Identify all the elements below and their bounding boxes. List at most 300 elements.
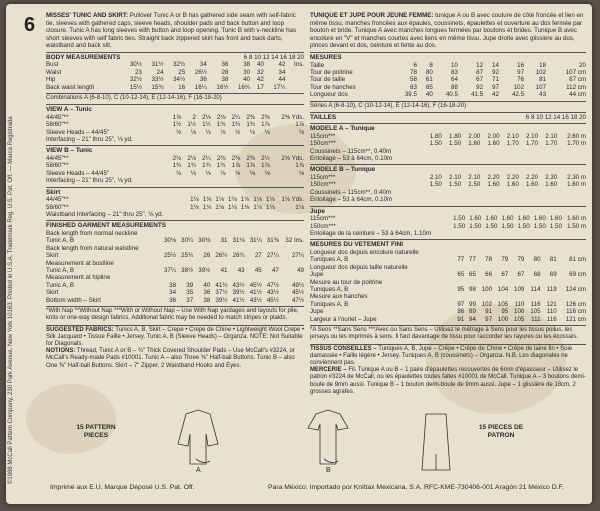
table-row bbox=[46, 76, 304, 83]
row-label: 150cm*** bbox=[310, 140, 336, 148]
paper-stain bbox=[26, 384, 116, 454]
cell-value: 86 bbox=[457, 308, 465, 316]
cell-value: 2.00 bbox=[468, 132, 481, 140]
cell-value: 30⅜ bbox=[198, 237, 211, 245]
table-row bbox=[310, 76, 586, 83]
cell-value: 1⅞ bbox=[261, 121, 270, 129]
table-row bbox=[46, 245, 304, 252]
row-label: 115cm*** bbox=[310, 174, 336, 182]
cell-value: ⅛ bbox=[220, 169, 226, 177]
cell-value: 1.50 bbox=[517, 222, 530, 230]
mercerie bbox=[310, 367, 586, 396]
cell-value: 1.70 bbox=[506, 140, 519, 148]
cell-value: 78 bbox=[485, 256, 493, 264]
table-row bbox=[46, 196, 304, 203]
cell-value: 15¾ bbox=[151, 83, 164, 91]
cell-value: 42.5 bbox=[511, 91, 525, 99]
size-header: 6 8 10 12 14 16 18 20 bbox=[243, 53, 304, 61]
cell-value: 34½ bbox=[173, 76, 186, 84]
cell-value: 26¾ bbox=[232, 252, 245, 260]
cell-value: 41 bbox=[220, 267, 228, 275]
tunic-a-tie bbox=[196, 459, 210, 463]
tissus-title: TISSUS CONSEILLES – bbox=[310, 345, 377, 352]
row-label: Tunic A, B bbox=[46, 281, 74, 289]
cell-value: 42 bbox=[278, 61, 286, 69]
row-label: Tunic A, B bbox=[46, 267, 74, 275]
cell-value: 2.30 m bbox=[567, 174, 586, 182]
table-row bbox=[310, 308, 586, 315]
cell-value: ⅛ bbox=[190, 169, 196, 177]
cell-value: 38 bbox=[221, 76, 229, 84]
table-row bbox=[46, 69, 304, 76]
row-label: Skirt bbox=[46, 289, 59, 297]
cell-value: 71 bbox=[492, 76, 499, 84]
cell-unit: Ins. bbox=[294, 61, 304, 69]
body-measurements-title: BODY MEASUREMENTS bbox=[46, 53, 121, 61]
row-label: Measurement at bustline bbox=[46, 259, 114, 267]
cell-value: ⅛ bbox=[235, 128, 241, 136]
fabrics-text: Tunics A, B, Skirt – Crepe • Crepe de Chine • Lightweight Wool Crepe • Silk Jacquard • Tissue Faille • Jersey. Tunic A, B (Sleeve Heads) – Organza. NOTE: Not Suitable for Diagonals. bbox=[46, 326, 304, 347]
cell-value: ⅛ bbox=[298, 128, 304, 136]
row-label: Longueur dos depuis encolure naturelle bbox=[310, 249, 419, 257]
cell-value: 30½ bbox=[129, 61, 142, 69]
cell-value: 80 bbox=[425, 68, 433, 76]
cell-value: 39½ bbox=[198, 267, 211, 275]
cell-value: 1⅛ bbox=[295, 203, 304, 211]
cell-value: 116 cm bbox=[566, 308, 586, 316]
figure-label-b: B bbox=[326, 467, 331, 474]
tunic-a-drawing bbox=[178, 410, 218, 464]
cell-value: ⅛ bbox=[264, 128, 270, 136]
table-row bbox=[310, 271, 586, 278]
tissus-text: Tuniques A, B, Jupe – Crêpe • Crêpe de Chine • Crêpe de laine fin • Soie damassée • Faille légère • Jersey. Tuniques A, B (coussinets) – Organza. N.B. Les diagonales ne conviennent pas. bbox=[310, 345, 573, 366]
row-label: Mesure aux hanches bbox=[310, 293, 368, 301]
cell-value: 10 bbox=[451, 61, 458, 69]
cell-value: 47½ bbox=[291, 296, 304, 304]
table-row bbox=[46, 237, 304, 244]
cell-value: 88 bbox=[451, 83, 458, 91]
english-title: MISSES' TUNIC AND SKIRT: bbox=[46, 12, 129, 19]
row-label: 115cm*** bbox=[310, 215, 336, 223]
cell-value: 26 bbox=[203, 252, 211, 260]
cell-value: 42 bbox=[256, 76, 264, 84]
cell-value: 31 bbox=[220, 237, 228, 245]
cell-value: 1⅛ bbox=[240, 203, 250, 211]
cell-value: 112 cm bbox=[566, 83, 586, 91]
sens-note: *A Sens **Sans Sens ***Avec ou Sans Sens – Utilisez le métrage à Sens pour les tissus poilus, les jerseys ou les imprimés à sens. Il faut davantage de tissu pour raccorder les rayures ou les écossais. bbox=[310, 325, 586, 341]
cell-value: 6 bbox=[413, 61, 417, 69]
row-label: Mesure au tour de poitrine bbox=[310, 278, 383, 286]
table-row bbox=[46, 121, 304, 128]
cell-value: 1⅛ bbox=[266, 203, 275, 211]
cell-value: 36 bbox=[169, 296, 177, 304]
yardage-title: VIEW B – Tunic bbox=[46, 147, 93, 155]
cell-value: 31⅛ bbox=[232, 237, 245, 245]
cell-value: 80 bbox=[533, 256, 541, 264]
cell-value: 1⅛ bbox=[228, 196, 237, 204]
row-label: Coussinets – 115cm**, 0.40m bbox=[310, 188, 392, 196]
fabrics-title: SUGGESTED FABRICS: bbox=[46, 326, 114, 333]
cell-value: 87 cm bbox=[569, 76, 586, 84]
cell-value: 65 bbox=[457, 271, 465, 279]
row-label: Jupe bbox=[310, 271, 324, 279]
row-label: Interfacing – 21" thru 25", ⅛ yd. bbox=[46, 136, 133, 144]
cell-value: 1¾ bbox=[187, 162, 196, 170]
cell-value: 1¾ bbox=[231, 121, 241, 129]
cell-value: 2⅜ bbox=[231, 155, 241, 163]
row-label: 44/45"** bbox=[46, 155, 69, 163]
copyright-text: ©1988 McCall Pattern Company, 230 Park Avenue, New York 10163. Printed in U.S.A. Trademark Reg. U.S. Pat. Off. — Marca Registrada bbox=[8, 116, 14, 484]
cell-value: 40 bbox=[243, 76, 251, 84]
row-label: Largeur à l'ourlet – Jupe bbox=[310, 315, 377, 323]
row-label: Sleeve Heads – 44/45" bbox=[46, 169, 110, 177]
cell-value: 38 bbox=[203, 296, 211, 304]
mercerie-text: Fil. Tunique A ou B – 1 paire d'épaulettes recouvertes de 6mm d'épaisseur – Utilisez le patron #3224 de McCall, ou les épaulettes toutes faites #10001 de McCall. Tunique A – 3 boutons demi-boule de 9mm aussi. Tunique B – 1 bouton demi-boule de 9mm aussi. Jupe – 1 glissière de 18cm, 2 grosses agrafes. bbox=[310, 367, 586, 395]
cell-value: 32½ bbox=[129, 76, 142, 84]
cell-value: 124 cm bbox=[565, 286, 586, 294]
footer bbox=[6, 478, 592, 500]
cell-value: 114 bbox=[530, 286, 541, 294]
cell-value: 41.5 bbox=[470, 91, 484, 99]
cell-value: 17¼ bbox=[273, 83, 286, 91]
cell-value: 43 bbox=[237, 267, 245, 275]
table-row bbox=[310, 264, 586, 271]
cell-value: 1.60 bbox=[506, 181, 519, 189]
table-row bbox=[310, 148, 586, 155]
cell-value: 69 cm bbox=[569, 271, 586, 279]
cell-value: 18 bbox=[539, 61, 547, 69]
cell-value: 87 bbox=[476, 68, 484, 76]
table-row bbox=[310, 155, 586, 162]
cell-value: 77 bbox=[457, 256, 465, 264]
french-description-text: tunique A ou B avec couture de côté froncée et lien en même tissu, manches froncées aux épaules, coussinets, épaulettes et ouverture au dos fermée par bouton et bride. Tunique A avec manches longues fermées par boutons et brides. Tunique B avec encolure en "V" et manches courtes avec liens en même tissu. Jupe droite avec glissière au dos, pinces devant et dos, ceinture et fente au dos. bbox=[310, 12, 584, 50]
cell-value: 2.20 bbox=[525, 174, 539, 182]
table-row bbox=[46, 155, 304, 162]
table-row bbox=[310, 230, 586, 237]
cell-value: 64 bbox=[451, 76, 458, 84]
tailles-label: TAILLES bbox=[310, 113, 337, 121]
cell-value: 2.60 m bbox=[567, 132, 586, 140]
cell-value: 2⅛ bbox=[187, 155, 196, 163]
cell-value: 77 bbox=[469, 256, 476, 264]
cell-value: 38½ bbox=[181, 267, 194, 275]
cell-value: 2⅛ bbox=[202, 113, 211, 121]
cell-value: 15½ bbox=[129, 83, 142, 91]
cell-value: 30 bbox=[243, 68, 251, 76]
cell-value: 2½ bbox=[261, 155, 270, 163]
yardage-block bbox=[310, 164, 586, 203]
cell-value: 1.50 bbox=[449, 181, 462, 189]
table-row bbox=[310, 286, 586, 293]
cell-value: 17 bbox=[256, 83, 264, 91]
cell-value: 83 bbox=[410, 83, 417, 91]
cell-value: 2.10 bbox=[545, 132, 558, 140]
table-row bbox=[46, 252, 304, 259]
cell-value: 91 bbox=[485, 308, 493, 316]
table-row bbox=[310, 140, 586, 147]
cell-value: 102 bbox=[535, 68, 547, 76]
cell-value: 116 bbox=[530, 300, 541, 308]
garment-line-drawings bbox=[156, 404, 456, 474]
row-label: Taille bbox=[310, 61, 325, 69]
row-label: Interfacing – 21" thru 25", ⅛ yd. bbox=[46, 177, 133, 185]
body-measurements bbox=[46, 52, 304, 91]
cell-value: 1.50 bbox=[429, 181, 442, 189]
table-row bbox=[46, 61, 304, 68]
row-label: Bust bbox=[46, 61, 59, 69]
cell-value: 1⅞ bbox=[261, 162, 270, 170]
yardage-block bbox=[310, 123, 586, 162]
table-row bbox=[46, 177, 304, 184]
row-label: Waistband Interfacing – 21" thru 25", ⅛ yd. bbox=[46, 211, 164, 219]
cell-value: 1½ bbox=[187, 121, 196, 129]
cell-value: 2.20 bbox=[487, 174, 500, 182]
nap-note: *With Nap **Without Nap ***With or Without Nap – Use With Nap yardages and layouts for pile, knits or one-way design fabrics. Additional fabric may be needed to match stripes or plaids. bbox=[46, 306, 304, 322]
cell-value: 61 bbox=[425, 76, 433, 84]
cell-value: 41½ bbox=[215, 281, 228, 289]
cell-value: ⅛ bbox=[205, 169, 211, 177]
cell-value: 34 bbox=[278, 68, 286, 76]
cell-value: 78 bbox=[410, 68, 417, 76]
table-row bbox=[46, 211, 304, 218]
cell-value: 30¼ bbox=[181, 237, 194, 245]
cell-value: 107 bbox=[535, 83, 547, 91]
cell-value: 43 bbox=[539, 91, 547, 99]
table-row bbox=[310, 91, 586, 98]
pattern-pieces-label: 15 PATTERN PIECES bbox=[76, 424, 116, 439]
cell-value: 97 bbox=[457, 300, 465, 308]
cell-value: 1⅛ bbox=[202, 196, 212, 204]
cell-value: 1⅛ bbox=[215, 196, 224, 204]
cell-value: 1.60 bbox=[468, 140, 481, 148]
row-label: Bottom width – Skirt bbox=[46, 296, 102, 304]
cell-value: 44 bbox=[278, 76, 286, 84]
yardage-block bbox=[46, 104, 304, 143]
cell-value: 1⅛ bbox=[266, 196, 275, 204]
cell-value: 97 bbox=[485, 315, 493, 323]
cell-value: 126 cm bbox=[565, 300, 586, 308]
notions-text: Thread, Tunic A or B – ¾" Thick Covered Shoulder Pads – Use McCall's #3224, or McCall's Ready-made Pads #10001. Tunic A – also Three ⅜" Half-ball Buttons. Tunic B – also One ⅜" Half-ball Buttons. Skirt – 7" Zipper, 2 Waistband Hooks and Eyes. bbox=[46, 348, 295, 369]
cell-value: 1⅞ bbox=[172, 113, 182, 121]
cell-value: 95 bbox=[501, 308, 509, 316]
yardage-block bbox=[310, 206, 586, 238]
table-row bbox=[310, 316, 586, 323]
cell-value: 42 bbox=[492, 91, 499, 99]
table-row bbox=[310, 133, 586, 140]
tailles-header bbox=[310, 112, 586, 121]
cell-value: 2.10 bbox=[506, 132, 519, 140]
cell-value: 1⅛ bbox=[190, 196, 199, 204]
row-label: Entoilage de la ceinture – 53 à 64cm, 1.10m bbox=[310, 230, 432, 238]
notions-title: NOTIONS: bbox=[46, 348, 76, 355]
table-row bbox=[46, 204, 304, 211]
row-label: Sleeve Heads – 44/45" bbox=[46, 128, 110, 136]
cell-value: 105 bbox=[530, 308, 541, 316]
cell-value: 25 bbox=[178, 68, 186, 76]
pattern-envelope-back bbox=[6, 4, 592, 504]
row-label: Entoilage – 53 à 64cm, 0.10m bbox=[310, 155, 393, 163]
cell-value: 2.10 bbox=[429, 174, 442, 182]
cell-value: 16¾ bbox=[238, 83, 251, 91]
cell-value: 1⅛ bbox=[228, 203, 237, 211]
row-label: Tour de poitrine bbox=[310, 68, 353, 76]
cell-value: 1.60 bbox=[533, 215, 546, 223]
cell-value: 2 bbox=[192, 113, 196, 121]
cell-value: 43½ bbox=[232, 281, 245, 289]
cell-value: 37½ bbox=[215, 289, 228, 297]
cell-value: 32 Ins. bbox=[285, 237, 304, 245]
cell-value: 2⅛ bbox=[172, 155, 182, 163]
cell-value: 100 bbox=[514, 308, 525, 316]
cell-value: 83 bbox=[451, 68, 458, 76]
mesures-fini bbox=[310, 239, 586, 323]
table-row bbox=[46, 84, 304, 91]
cell-value: 110 bbox=[514, 300, 525, 308]
english-description-text: Pullover Tunic A or B has gathered side seam with self-fabric tie, sleeves with gathered caps, sleeve heads, shoulder pads and back button and loop closure. Tunic A has long sleeves with button and loop opening. Tunic B with v-neckline has short sleeves with self fabric ties. Straight back zippered skirt has front and back darts, waistband and back slit. bbox=[46, 12, 297, 50]
cell-value: 99 bbox=[469, 300, 476, 308]
cell-value: 16 bbox=[517, 61, 525, 69]
cell-value: 45½ bbox=[249, 281, 262, 289]
cell-value: ⅛ bbox=[235, 169, 241, 177]
row-label: Coussinets – 115cm**, 0.40m bbox=[310, 147, 392, 155]
row-label: 115cm*** bbox=[310, 132, 336, 140]
table-row bbox=[310, 196, 586, 203]
cell-value: 47½ bbox=[266, 281, 279, 289]
cell-value: 1.50 bbox=[449, 140, 462, 148]
cell-value: 58 bbox=[410, 76, 417, 84]
table-row bbox=[310, 279, 586, 286]
mercerie-title: MERCERIE – bbox=[310, 367, 347, 374]
cell-value: 39.5 bbox=[404, 91, 417, 99]
cell-value: 31⅜ bbox=[266, 237, 279, 245]
cell-value: 102 bbox=[481, 300, 493, 308]
row-label: Jupe bbox=[310, 308, 324, 316]
cell-value: 1.50 bbox=[453, 215, 466, 223]
row-label: Tour de hanches bbox=[310, 83, 356, 91]
cell-value: 119 bbox=[546, 286, 557, 294]
row-label: Back length from normal neckline bbox=[46, 230, 138, 238]
cell-value: ⅛ bbox=[264, 169, 270, 177]
cell-value: ⅛ bbox=[176, 169, 182, 177]
cell-value: 1.60 bbox=[469, 215, 482, 223]
yardage-title: MODELE A – Tunique bbox=[310, 125, 375, 133]
cell-value: 105 bbox=[497, 300, 509, 308]
cell-value: 43½ bbox=[266, 289, 279, 297]
cell-value: 91 bbox=[457, 315, 465, 323]
finished-table bbox=[46, 230, 304, 304]
cell-value: 2¼ bbox=[202, 155, 211, 163]
cell-value: 1⅛ bbox=[202, 203, 212, 211]
cell-value: 98 bbox=[469, 286, 476, 294]
cell-value: 81 bbox=[539, 76, 547, 84]
cell-value: 14 bbox=[492, 61, 499, 69]
cell-value: 2.10 bbox=[468, 174, 481, 182]
tailles-sizes: 6 8 10 12 14 16 18 20 bbox=[525, 113, 586, 121]
cell-value: 31½ bbox=[151, 61, 164, 69]
cell-value: 79 bbox=[501, 256, 509, 264]
cell-value: 2⅛ bbox=[216, 113, 226, 121]
cell-value: 36 bbox=[203, 289, 211, 297]
cell-value: 1.60 bbox=[487, 140, 500, 148]
yardage-title: Skirt bbox=[46, 188, 61, 196]
row-label: Skirt bbox=[46, 252, 59, 260]
cell-value: 67 bbox=[476, 76, 484, 84]
cell-value: 40 bbox=[256, 61, 264, 69]
table-row bbox=[46, 114, 304, 121]
footer-mexico: Para México: Importado por Knittax Mexicana, S.A. RFC-KME-730406-001 Aragón 21 México D.F. bbox=[268, 484, 564, 491]
cell-value: 2⅝ Yds. bbox=[281, 155, 304, 163]
cell-value: 1.70 bbox=[545, 140, 558, 148]
cell-value: 41½ bbox=[232, 296, 245, 304]
cell-value: 12 bbox=[476, 61, 484, 69]
row-label: Tunic A, B bbox=[46, 237, 74, 245]
table-row bbox=[310, 84, 586, 91]
cell-value: 76 bbox=[517, 76, 525, 84]
yardage-title: Jupe bbox=[310, 207, 325, 215]
cell-value: 107 cm bbox=[565, 68, 586, 76]
row-label: Tuniques A, B bbox=[310, 286, 349, 294]
cell-value: 20 bbox=[579, 61, 586, 69]
cell-value: 1⅛ bbox=[190, 203, 199, 211]
cell-value: 23 bbox=[134, 68, 142, 76]
cell-value: 25¾ bbox=[181, 252, 194, 260]
pieces-de-patron-label: 15 PIECES DE PATRON bbox=[478, 424, 524, 439]
row-label: Back length from natural waistline bbox=[46, 244, 139, 252]
cell-value: 105 bbox=[514, 315, 525, 323]
cell-value: 81 bbox=[549, 256, 557, 264]
cell-value: 79 bbox=[517, 256, 525, 264]
cell-value: 38 bbox=[169, 281, 177, 289]
cell-value: 27¼ bbox=[291, 252, 304, 260]
cell-value: ⅛ bbox=[190, 128, 196, 136]
table-row bbox=[46, 267, 304, 274]
row-label: Tuniques A, B bbox=[310, 256, 349, 264]
row-label: Longueur dos depuis taille naturelle bbox=[310, 263, 408, 271]
row-label: Waist bbox=[46, 68, 62, 76]
tissus bbox=[310, 344, 586, 368]
cell-value: 39 bbox=[186, 281, 194, 289]
footer-printed: Imprimé aux E.U. Marque Déposé U.S. Pat. Off. bbox=[50, 484, 195, 491]
cell-value: 25½ bbox=[163, 252, 177, 260]
cell-value: 116 bbox=[546, 315, 557, 323]
table-row bbox=[310, 69, 586, 76]
row-label: 58/60"** bbox=[46, 162, 69, 170]
cell-value: 1⅛ bbox=[253, 196, 262, 204]
table-row bbox=[310, 215, 586, 222]
cell-value: 27 bbox=[254, 252, 262, 260]
cell-value: 94 bbox=[469, 315, 476, 323]
row-label: 44/45"** bbox=[46, 196, 69, 204]
yardage-block bbox=[46, 145, 304, 184]
cell-value: 109 bbox=[514, 286, 525, 294]
table-row bbox=[310, 223, 586, 230]
cell-value: 2.30 bbox=[545, 174, 558, 182]
cell-value: 67 bbox=[501, 271, 509, 279]
cell-value: 24 bbox=[156, 68, 164, 76]
cell-value: ⅛ bbox=[176, 128, 182, 136]
english-column bbox=[46, 12, 304, 370]
french-title: TUNIQUE ET JUPE POUR JEUNE FEMME: bbox=[310, 12, 434, 19]
combinations: Combinations A (6-8-10), C (10-12-14), E (12-14-16), F (16-18-20) bbox=[46, 93, 304, 102]
table-row bbox=[46, 260, 304, 267]
cell-value: 49½ bbox=[291, 281, 304, 289]
suggested-fabrics bbox=[46, 325, 304, 349]
cell-value: 97 bbox=[492, 83, 499, 91]
row-label: Measurement at hipline bbox=[46, 274, 111, 282]
yardage-title: VIEW A – Tunic bbox=[46, 106, 92, 114]
cell-value: 36 bbox=[221, 61, 229, 69]
english-description bbox=[46, 12, 304, 50]
